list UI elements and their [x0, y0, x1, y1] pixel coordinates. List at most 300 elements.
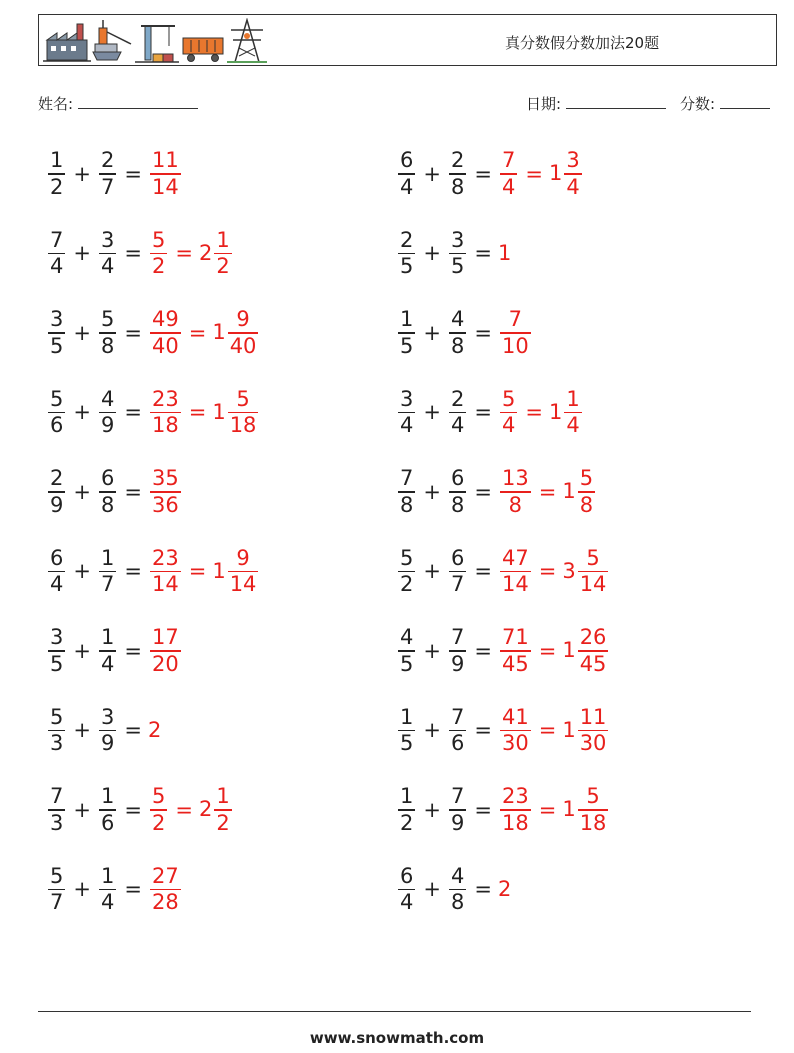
addend-1: [398, 546, 415, 597]
answer-denominator: 4: [566, 174, 580, 199]
equals-sign: =: [124, 877, 142, 901]
answer-numerator: 9: [236, 545, 250, 570]
answer-1: [148, 307, 183, 358]
equals-sign: =: [474, 877, 492, 901]
addend-2: [449, 387, 466, 438]
plus-sign: +: [73, 479, 91, 504]
addend-1: [398, 307, 415, 358]
numerator: 4: [450, 863, 465, 888]
numerator: 3: [50, 625, 64, 650]
numerator: 6: [400, 863, 414, 888]
plus-sign: +: [73, 400, 91, 424]
answer-whole: 1: [212, 320, 226, 345]
problem-4: [396, 226, 511, 282]
answer-numerator: 71: [501, 625, 529, 650]
answer-denominator: 14: [501, 572, 529, 597]
answer-fraction: [214, 228, 231, 279]
plus-sign: +: [73, 161, 91, 186]
numerator: 2: [100, 148, 115, 173]
answer-numerator: 5: [586, 784, 600, 809]
answer-numerator: 7: [501, 148, 516, 173]
answer-denominator: 4: [501, 174, 516, 199]
addend-2: [449, 228, 466, 279]
equals-sign: =: [525, 400, 543, 424]
problem-1: [46, 146, 183, 202]
numerator: 1: [400, 704, 414, 729]
numerator: 5: [100, 307, 115, 332]
addend-2: [99, 148, 116, 199]
problem-2: [396, 146, 584, 202]
answer-fraction: [150, 864, 181, 915]
addend-2: [99, 307, 116, 358]
answer-numerator: 5: [579, 466, 594, 491]
answer-denominator: 14: [151, 174, 179, 199]
addend-1: [398, 387, 415, 438]
addend-2: [99, 784, 116, 835]
answer-fraction: [150, 466, 181, 517]
answer-numerator: 27: [151, 863, 179, 888]
answer-whole: 1: [497, 241, 512, 265]
numerator: 5: [50, 863, 64, 888]
answer-denominator: 45: [501, 651, 529, 676]
answer-numerator: 17: [151, 625, 179, 650]
answer-fraction: [150, 228, 167, 279]
numerator: 6: [450, 466, 465, 491]
answer-denominator: 28: [151, 890, 179, 915]
problem-9: [46, 464, 183, 520]
answer-numerator: 1: [566, 386, 580, 411]
answer-whole: 2: [497, 877, 512, 901]
plus-sign: +: [423, 479, 441, 504]
answer-1: [498, 387, 519, 438]
answer-2: [562, 705, 610, 756]
numerator: 1: [100, 863, 115, 888]
answer-whole: 1: [548, 161, 563, 186]
problem-5: [46, 305, 260, 361]
equals-sign: =: [124, 320, 142, 345]
denominator: 9: [450, 651, 465, 676]
answer-numerator: 5: [151, 227, 166, 252]
equals-sign: =: [124, 400, 142, 424]
answer-fraction: [578, 705, 609, 756]
answer-numerator: 7: [508, 307, 523, 332]
plus-sign: +: [423, 638, 441, 663]
addend-1: [398, 864, 415, 915]
answer-fraction: [500, 148, 517, 199]
addend-1: [48, 307, 65, 358]
numerator: 7: [400, 466, 414, 491]
denominator: 8: [100, 333, 115, 358]
answer-1: [498, 546, 533, 597]
crane-icon: [135, 26, 179, 62]
problem-15: [46, 703, 161, 759]
plus-sign: +: [73, 718, 91, 742]
answer-denominator: 8: [508, 492, 523, 517]
answer-1: [498, 307, 533, 358]
answer-numerator: 1: [216, 784, 230, 809]
denominator: 4: [50, 572, 64, 597]
name-label: 姓名:: [38, 95, 74, 113]
answer-fraction: [150, 387, 181, 438]
plus-sign: +: [423, 241, 441, 265]
answer-1: [148, 466, 183, 517]
answer-numerator: 35: [151, 466, 179, 491]
denominator: 5: [400, 254, 414, 279]
numerator: 2: [450, 148, 465, 173]
numerator: 4: [400, 625, 414, 650]
addend-2: [449, 148, 466, 199]
addend-1: [398, 228, 415, 279]
addend-1: [398, 466, 415, 517]
answer-denominator: 8: [579, 492, 594, 517]
numerator: 7: [450, 704, 465, 729]
answer-whole: 1: [562, 638, 576, 663]
denominator: 8: [450, 890, 465, 915]
answer-whole: 1: [548, 399, 563, 424]
equals-sign: =: [474, 797, 492, 822]
answer-denominator: 40: [151, 333, 179, 358]
answer-numerator: 13: [501, 466, 529, 491]
equals-sign: =: [124, 241, 142, 265]
denominator: 5: [50, 333, 64, 358]
answer-2: [212, 387, 260, 438]
addend-1: [48, 546, 65, 597]
oil-rig-icon: [93, 20, 131, 60]
denominator: 4: [400, 890, 414, 915]
equals-sign: =: [474, 161, 492, 186]
answer-1: [148, 148, 183, 199]
answer-whole: 2: [198, 240, 213, 265]
equals-sign: =: [474, 320, 492, 345]
numerator: 3: [450, 227, 465, 252]
answer-2: [562, 784, 610, 835]
answer-1: [498, 625, 533, 676]
plus-sign: +: [73, 320, 91, 345]
answer-whole: 1: [562, 717, 576, 742]
answer-1: [148, 784, 169, 835]
answer-numerator: 47: [501, 545, 529, 570]
problem-16: [396, 703, 610, 759]
denominator: 2: [400, 572, 414, 597]
answer-denominator: 30: [579, 731, 607, 756]
numerator: 6: [100, 466, 115, 491]
date-label: 日期:: [526, 95, 562, 113]
numerator: 5: [400, 545, 414, 570]
denominator: 6: [50, 413, 64, 438]
addend-2: [449, 625, 466, 676]
denominator: 3: [50, 810, 64, 835]
numerator: 1: [100, 545, 115, 570]
equals-sign: =: [538, 559, 557, 583]
answer-denominator: 2: [151, 810, 166, 835]
plus-sign: +: [423, 320, 441, 345]
answer-denominator: 2: [216, 254, 230, 279]
answer-denominator: 4: [566, 413, 580, 438]
answer-whole: 3: [562, 558, 576, 583]
answer-fraction: [228, 546, 259, 597]
answer-numerator: 1: [216, 227, 230, 252]
numerator: 1: [400, 784, 414, 809]
answer-2: [549, 387, 584, 438]
numerator: 3: [50, 307, 64, 332]
answer-2: [549, 148, 584, 199]
plus-sign: +: [73, 797, 91, 822]
answer-denominator: 2: [151, 254, 166, 279]
denominator: 9: [450, 810, 465, 835]
answer-2: [212, 546, 260, 597]
numerator: 3: [100, 227, 115, 252]
answer-fraction: [578, 784, 609, 835]
answer-whole: 2: [147, 718, 162, 742]
answer-2: [212, 307, 260, 358]
denominator: 7: [450, 572, 465, 597]
denominator: 4: [50, 254, 64, 279]
numerator: 7: [50, 227, 64, 252]
answer-denominator: 14: [151, 572, 179, 597]
answer-fraction: [500, 705, 531, 756]
numerator: 7: [450, 784, 465, 809]
answer-numerator: 23: [501, 784, 529, 809]
numerator: 3: [400, 386, 414, 411]
equals-sign: =: [175, 241, 193, 265]
addend-2: [99, 387, 116, 438]
answer-1: [498, 243, 511, 264]
equals-sign: =: [474, 479, 492, 504]
date-blank[interactable]: [566, 94, 666, 109]
name-blank[interactable]: [78, 94, 198, 109]
equals-sign: =: [188, 320, 207, 345]
equals-sign: =: [124, 797, 142, 822]
problem-10: [396, 464, 597, 520]
answer-fraction: [500, 466, 531, 517]
equals-sign: =: [474, 400, 492, 424]
answer-denominator: 14: [579, 572, 607, 597]
power-tower-icon: [227, 20, 267, 62]
equals-sign: =: [474, 241, 492, 265]
problem-18: [396, 782, 610, 838]
answer-fraction: [150, 546, 181, 597]
problem-3: [46, 226, 234, 282]
addend-1: [48, 705, 65, 756]
answer-numerator: 5: [501, 386, 516, 411]
numerator: 3: [100, 704, 115, 729]
addend-1: [398, 625, 415, 676]
score-label: 分数:: [680, 95, 716, 113]
problem-7: [46, 385, 260, 441]
plus-sign: +: [423, 797, 441, 822]
answer-numerator: 3: [566, 148, 580, 173]
answer-2: [562, 466, 597, 517]
answer-denominator: 20: [151, 651, 179, 676]
answer-numerator: 23: [151, 545, 179, 570]
score-field[interactable]: [680, 93, 770, 114]
plus-sign: +: [423, 718, 441, 742]
answer-denominator: 30: [501, 731, 529, 756]
numerator: 4: [450, 307, 465, 332]
equals-sign: =: [538, 638, 557, 663]
denominator: 7: [100, 572, 115, 597]
numerator: 6: [50, 545, 64, 570]
problem-17: [46, 782, 234, 838]
numerator: 1: [400, 307, 414, 332]
date-field[interactable]: [526, 93, 666, 114]
denominator: 4: [100, 651, 115, 676]
answer-fraction: [500, 307, 531, 358]
factory-icon: [43, 24, 91, 61]
answer-numerator: 9: [236, 307, 250, 332]
numerator: 1: [50, 148, 64, 173]
denominator: 5: [400, 731, 414, 756]
answer-fraction: [150, 148, 181, 199]
addend-2: [99, 466, 116, 517]
answer-fraction: [228, 307, 259, 358]
plus-sign: +: [423, 400, 441, 424]
addend-2: [449, 307, 466, 358]
answer-fraction: [500, 625, 531, 676]
numerator: 5: [50, 704, 64, 729]
answer-numerator: 5: [151, 784, 166, 809]
addend-2: [99, 705, 116, 756]
denominator: 7: [50, 890, 64, 915]
addend-1: [398, 148, 415, 199]
addend-2: [99, 625, 116, 676]
denominator: 4: [400, 174, 414, 199]
addend-1: [48, 625, 65, 676]
answer-denominator: 18: [579, 810, 607, 835]
equals-sign: =: [538, 797, 557, 822]
answer-denominator: 18: [501, 810, 529, 835]
plus-sign: +: [423, 161, 441, 186]
numerator: 1: [100, 625, 115, 650]
denominator: 8: [450, 492, 465, 517]
denominator: 8: [450, 174, 465, 199]
numerator: 6: [400, 148, 414, 173]
plus-sign: +: [423, 877, 441, 901]
problem-20: [396, 862, 511, 918]
numerator: 7: [450, 625, 465, 650]
answer-1: [498, 705, 533, 756]
answer-1: [148, 625, 183, 676]
answer-2: [562, 625, 610, 676]
footer-website: www.snowmath.com: [309, 1029, 485, 1047]
addend-1: [48, 466, 65, 517]
numerator: 5: [50, 386, 64, 411]
answer-1: [148, 864, 183, 915]
answer-numerator: 26: [579, 625, 607, 650]
answer-numerator: 11: [151, 148, 179, 173]
equals-sign: =: [188, 400, 207, 424]
answer-denominator: 45: [579, 651, 607, 676]
denominator: 6: [100, 810, 115, 835]
equals-sign: =: [474, 638, 492, 663]
answer-fraction: [150, 307, 181, 358]
denominator: 4: [100, 890, 115, 915]
denominator: 5: [400, 651, 414, 676]
score-blank[interactable]: [720, 94, 770, 109]
answer-numerator: 23: [151, 386, 179, 411]
answer-fraction: [578, 466, 595, 517]
answer-numerator: 41: [501, 704, 529, 729]
equals-sign: =: [538, 479, 557, 504]
equals-sign: =: [124, 638, 142, 663]
plus-sign: +: [73, 877, 91, 901]
addend-2: [449, 864, 466, 915]
answer-2: [199, 228, 234, 279]
answer-fraction: [578, 625, 609, 676]
answer-1: [148, 228, 169, 279]
addend-1: [398, 705, 415, 756]
numerator: 6: [450, 545, 465, 570]
answer-fraction: [150, 625, 181, 676]
numerator: 2: [450, 386, 465, 411]
addend-1: [48, 148, 65, 199]
addend-1: [48, 784, 65, 835]
denominator: 5: [50, 651, 64, 676]
problem-11: [46, 544, 260, 600]
denominator: 9: [100, 413, 115, 438]
problem-6: [396, 305, 533, 361]
problem-12: [396, 544, 610, 600]
answer-denominator: 10: [501, 333, 529, 358]
problem-13: [46, 623, 183, 679]
answer-1: [498, 879, 511, 900]
answer-whole: 1: [212, 558, 226, 583]
answer-denominator: 18: [151, 413, 179, 438]
denominator: 4: [450, 413, 465, 438]
answer-fraction: [500, 387, 517, 438]
denominator: 4: [100, 254, 115, 279]
denominator: 6: [450, 731, 465, 756]
numerator: 2: [400, 227, 414, 252]
addend-2: [449, 705, 466, 756]
answer-denominator: 36: [151, 492, 179, 517]
answer-fraction: [500, 546, 531, 597]
answer-numerator: 5: [586, 545, 600, 570]
answer-1: [148, 387, 183, 438]
equals-sign: =: [124, 479, 142, 504]
answer-fraction: [564, 148, 581, 199]
addend-1: [48, 864, 65, 915]
denominator: 2: [400, 810, 414, 835]
numerator: 4: [100, 386, 115, 411]
plus-sign: +: [73, 559, 91, 583]
denominator: 9: [50, 492, 64, 517]
answer-denominator: 2: [216, 810, 230, 835]
answer-1: [498, 784, 533, 835]
answer-denominator: 4: [501, 413, 516, 438]
name-field[interactable]: [38, 93, 198, 114]
equals-sign: =: [538, 718, 557, 742]
denominator: 8: [450, 333, 465, 358]
answer-whole: 1: [562, 797, 576, 822]
addend-2: [99, 546, 116, 597]
answer-fraction: [228, 387, 259, 438]
answer-numerator: 11: [579, 704, 607, 729]
problem-8: [396, 385, 584, 441]
denominator: 5: [450, 254, 465, 279]
plus-sign: +: [73, 241, 91, 265]
answer-whole: 1: [212, 399, 226, 424]
answer-numerator: 5: [236, 386, 250, 411]
answer-fraction: [564, 387, 581, 438]
denominator: 8: [100, 492, 115, 517]
freight-car-icon: [183, 38, 223, 62]
numerator: 2: [50, 466, 64, 491]
numerator: 1: [100, 784, 115, 809]
denominator: 9: [100, 731, 115, 756]
plus-sign: +: [73, 638, 91, 663]
plus-sign: +: [423, 559, 441, 583]
